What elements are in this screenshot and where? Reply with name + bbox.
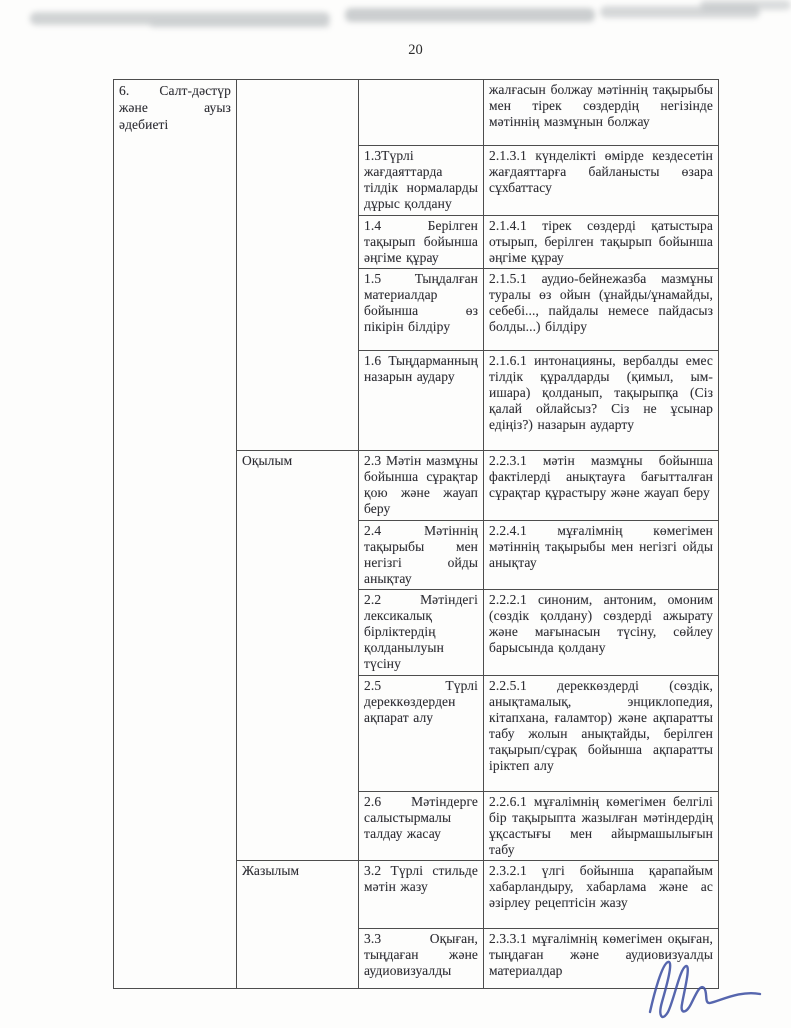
outcome-cell: 2.2.4.1 мұғалімнің көмегімен мәтіннің тақырыбы мен негізгі ойды анықтау bbox=[484, 521, 719, 590]
outcome-cell: 2.1.5.1 аудио-бейнежазба мазмұны туралы өз ойын (ұнайды/ұнамайды, себебі..., пайдалы немесе пайдасыз болды...) білдіру bbox=[484, 269, 719, 351]
scan-artifact-band bbox=[345, 8, 595, 22]
skill-cell-reading: Оқылым bbox=[237, 451, 359, 861]
signature-stroke bbox=[650, 962, 760, 1017]
page-number: 20 bbox=[408, 42, 423, 58]
objective-cell: 1.5 Тыңдалған материалдар бойынша өз пікірін білдіру bbox=[359, 269, 484, 351]
scan-artifact-band bbox=[700, 0, 791, 10]
scan-artifact-band bbox=[150, 22, 330, 28]
objective-cell: 1.4 Берілген тақырып бойынша әңгіме құрау bbox=[359, 216, 484, 269]
outcome-cell: 2.1.3.1 күнделікті өмірде кездесетін жағдаяттарға байланысты өзара сұхбаттасу bbox=[484, 146, 719, 216]
skill-cell-empty bbox=[237, 80, 359, 451]
outcome-cell: 2.1.6.1 интонацияны, вербалды емес тілдік құралдарды (қимыл, ым-ишара) қолданып, тақырыпқа (Сіз қалай ойлайсыз? Сіз не ұсынар едіңіз?) назарын аударту bbox=[484, 351, 719, 451]
objective-cell: 2.4 Мәтіннің тақырыбы мен негізгі ойды анықтау bbox=[359, 521, 484, 590]
objective-cell: 2.3 Мәтін мазмұны бойынша сұрақтар қою және жауап беру bbox=[359, 451, 484, 521]
section-cell: 6. Салт-дәстүр және ауыз әдебиеті bbox=[114, 80, 237, 989]
handwritten-signature bbox=[628, 950, 778, 1028]
outcome-cell: 2.2.6.1 мұғалімнің көмегімен белгілі бір тақырыпта жазылған мәтіндердің ұқсастығы мен айырмашылығын табу bbox=[484, 792, 719, 861]
objective-cell bbox=[359, 80, 484, 146]
outcome-cell: 2.2.3.1 мәтін мазмұны бойынша фактілерді анықтауға бағытталған сұрақтар құрастыру және жауап беру bbox=[484, 451, 719, 521]
outcome-cell: 2.3.2.1 үлгі бойынша қарапайым хабарландыру, хабарлама және ас әзірлеу рецептісін жазу bbox=[484, 861, 719, 929]
outcome-cell: 2.3.3.1 мұғалімнің көмегімен оқыған, тыңдаған және аудиовизуалды материалдар bbox=[484, 929, 719, 989]
objective-cell: 1.6 Тыңдарманның назарын аудару bbox=[359, 351, 484, 451]
objective-cell: 3.2 Түрлі стильде мәтін жазу bbox=[359, 861, 484, 929]
objective-cell: 2.6 Мәтіндерге салыстырмалы талдау жасау bbox=[359, 792, 484, 861]
outcome-cell: 2.2.5.1 дереккөздерді (сөздік, анықтамалық, энциклопедия, кітапхана, ғаламтор) және ақпаратты табу жолын анықтайды, берілген тақырып/сұрақ бойынша ақпаратты іріктеп алу bbox=[484, 676, 719, 792]
curriculum-table bbox=[113, 79, 719, 989]
table-row bbox=[114, 80, 719, 146]
objective-cell: 2.2 Мәтіндегі лексикалық бірліктердің қолданылуын түсіну bbox=[359, 590, 484, 676]
objective-cell: 2.5 Түрлі дереккөздерден ақпарат алу bbox=[359, 676, 484, 792]
skill-cell-writing: Жазылым bbox=[237, 861, 359, 989]
outcome-cell: жалғасын болжау мәтіннің тақырыбы мен тірек сөздердің негізінде мәтіннің мазмұнын болжау bbox=[484, 80, 719, 146]
objective-cell: 3.3 Оқыған, тыңдаған және аудиовизуалды bbox=[359, 929, 484, 989]
objective-cell: 1.3Түрлі жағдаяттарда тілдік нормаларды дұрыс қолдану bbox=[359, 146, 484, 216]
outcome-cell: 2.1.4.1 тірек сөздерді қатыстыра отырып, берілген тақырып бойынша әңгіме құрау bbox=[484, 216, 719, 269]
outcome-cell: 2.2.2.1 синоним, антоним, омоним (сөздік қолдану) сөздерді ажырату және мағынасын түсіну, сөйлеу барысында қолдану bbox=[484, 590, 719, 676]
